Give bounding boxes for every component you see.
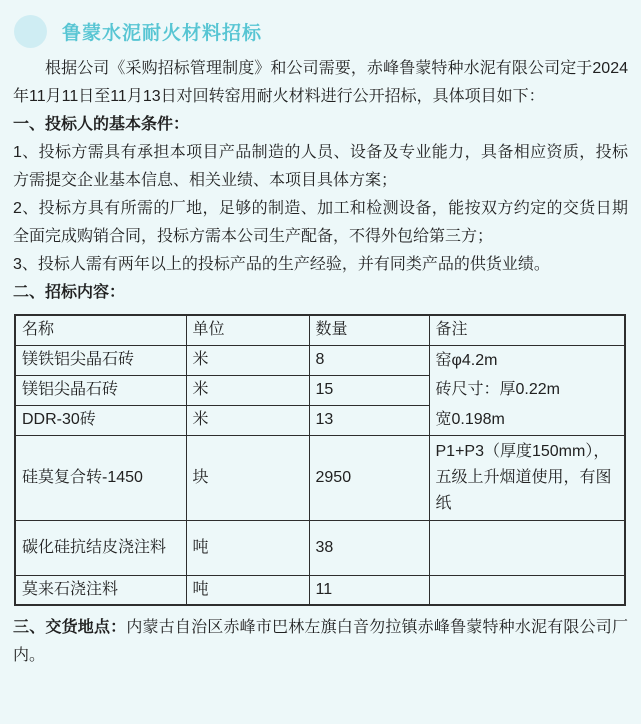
table-row	[15, 575, 625, 605]
circle-logo-icon	[14, 15, 47, 48]
intro-paragraph: 根据公司《采购招标管理制度》和公司需要，赤峰鲁蒙特种水泥有限公司定于2024年11月11日至11月13日对回转窑用耐火材料进行公开招标，具体项目如下：	[13, 60, 628, 105]
cell-name: 莫来石浇注料	[15, 575, 186, 605]
column-header-name: 名称	[15, 315, 186, 345]
cell-name: 碳化硅抗结皮浇注料	[15, 520, 186, 575]
cell-name: 镁铁铝尖晶石砖	[15, 345, 186, 375]
cell-qty: 2950	[309, 435, 429, 520]
document-body	[0, 48, 641, 670]
note-line: 砖尺寸：厚0.22m	[435, 381, 560, 399]
section1-heading: 一、投标人的基本条件：	[13, 116, 190, 133]
cell-unit: 吨	[186, 575, 309, 605]
cell-unit: 吨	[186, 520, 309, 575]
column-header-note: 备注	[429, 315, 625, 345]
cell-note-merged	[429, 345, 625, 435]
column-header-unit: 单位	[186, 315, 309, 345]
cell-note: P1+P3（厚度150mm），五级上升烟道使用，有图纸	[429, 435, 625, 520]
cell-unit: 米	[186, 345, 309, 375]
delivery-text: 内蒙古自治区赤峰市巴林左旗白音勿拉镇赤峰鲁蒙特种水泥有限公司厂内。	[13, 619, 628, 664]
note-line: 窑φ4.2m	[435, 351, 498, 369]
column-header-qty: 数量	[309, 315, 429, 345]
cell-qty: 8	[309, 345, 429, 375]
cell-qty: 13	[309, 405, 429, 435]
cell-unit: 块	[186, 435, 309, 520]
cell-note	[429, 520, 625, 575]
delivery-paragraph	[13, 614, 628, 670]
requirement-item-1: 1、投标方需具有承担本项目产品制造的人员、设备及专业能力，具备相应资质，投标方需提交企业基本信息、相关业绩、本项目具体方案；	[13, 144, 628, 189]
cell-name: DDR-30砖	[15, 405, 186, 435]
page-title: 鲁蒙水泥耐火材料招标	[62, 23, 263, 44]
cell-note	[429, 575, 625, 605]
cell-qty: 15	[309, 375, 429, 405]
table-row	[15, 435, 625, 520]
note-line: 宽0.198m	[435, 410, 505, 428]
tender-items-table	[14, 314, 626, 606]
cell-qty: 11	[309, 575, 429, 605]
cell-name: 硅莫复合转-1450	[15, 435, 186, 520]
page-header	[0, 0, 641, 48]
cell-name: 镁铝尖晶石砖	[15, 375, 186, 405]
table-row	[15, 345, 625, 375]
cell-unit: 米	[186, 405, 309, 435]
table-row	[15, 520, 625, 575]
requirement-item-2: 2、投标方具有所需的厂地，足够的制造、加工和检测设备，能按双方约定的交货日期全面完成购销合同，投标方需本公司生产配备，不得外包给第三方；	[13, 200, 628, 245]
cell-unit: 米	[186, 375, 309, 405]
table-header-row	[15, 315, 625, 345]
section2-heading: 二、招标内容：	[13, 284, 126, 301]
cell-qty: 38	[309, 520, 429, 575]
requirement-item-3: 3、投标人需有两年以上的投标产品的生产经验，并有同类产品的供货业绩。	[13, 256, 550, 273]
section3-heading: 三、交货地点：	[13, 619, 127, 636]
